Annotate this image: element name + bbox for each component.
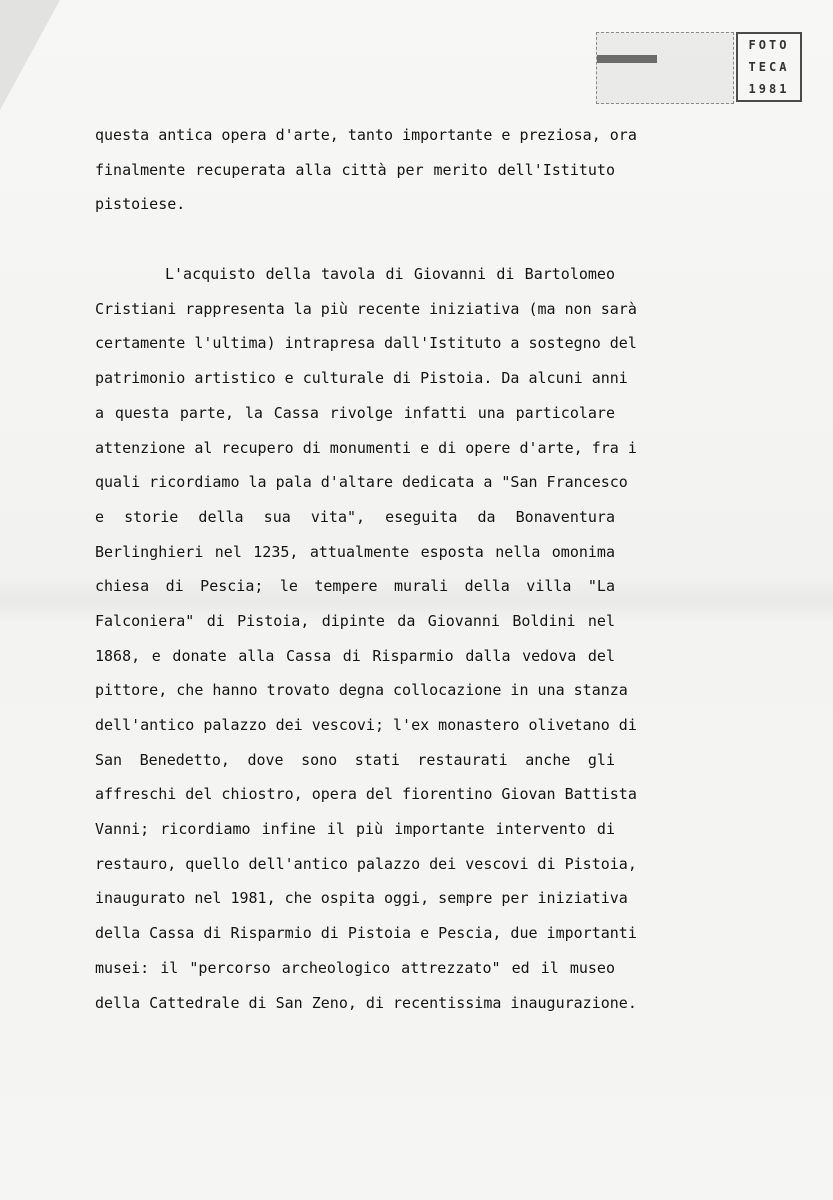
text-line: Vanni; ricordiamo infine il più importante intervento di [95, 820, 615, 839]
text-line: San Benedetto, dove sono stati restaurati anche gli [95, 750, 615, 769]
paragraph-gap [95, 222, 615, 257]
text-line: affreschi del chiostro, opera del fiorentino Giovan Battista [95, 785, 637, 804]
text-line: della Cattedrale di San Zeno, di recentissima inaugurazione. [95, 993, 637, 1012]
document-body [95, 118, 637, 1020]
stamp-box [596, 32, 734, 104]
text-line: pistoiese. [95, 195, 186, 214]
text-line: questa antica opera d'arte, tanto importante e preziosa, ora [95, 126, 637, 144]
folded-corner [0, 0, 60, 110]
text-line: quali ricordiamo la pala d'altare dedicata a "San Francesco [95, 473, 628, 492]
text-line: pittore, che hanno trovato degna collocazione in una stanza [95, 681, 628, 700]
text-line: patrimonio artistico e culturale di Pistoia. Da alcuni anni [95, 369, 628, 388]
text-line: 1868, e donate alla Cassa di Risparmio dalla vedova del [95, 646, 615, 665]
text-line: a questa parte, la Cassa rivolge infatti una particolare [95, 403, 615, 422]
stamp-row: FOTO [748, 38, 790, 52]
text-line: finalmente recuperata alla città per merito dell'Istituto [95, 160, 615, 179]
text-line: inaugurato nel 1981, che ospita oggi, sempre per iniziativa [95, 889, 628, 908]
stamp-mark [597, 55, 657, 63]
text-line: certamente l'ultima) intrapresa dall'Istituto a sostegno del [95, 334, 637, 353]
fototeca-stamp [736, 32, 802, 102]
text-line: dell'antico palazzo dei vescovi; l'ex monastero olivetano di [95, 716, 637, 734]
text-line: musei: il "percorso archeologico attrezzato" ed il museo [95, 958, 615, 977]
text-line: chiesa di Pescia; le tempere murali della villa "La [95, 577, 615, 596]
text-line: restauro, quello dell'antico palazzo dei vescovi di Pistoia, [95, 854, 637, 873]
text-line: L'acquisto della tavola di Giovanni di Bartolomeo [165, 265, 615, 284]
text-line: della Cassa di Risparmio di Pistoia e Pescia, due importanti [95, 924, 637, 943]
text-line: Falconiera" di Pistoia, dipinte da Giovanni Boldini nel [95, 611, 615, 630]
text-line: Cristiani rappresenta la più recente iniziativa (ma non sarà [95, 299, 637, 318]
paragraph [95, 118, 637, 222]
text-line: Berlinghieri nel 1235, attualmente esposta nella omonima [95, 542, 615, 561]
paragraph [95, 257, 637, 1020]
text-line: e storie della sua vita", eseguita da Bonaventura [95, 507, 615, 526]
text-line: attenzione al recupero di monumenti e di opere d'arte, fra i [95, 438, 637, 457]
stamp-row: 1981 [748, 82, 790, 96]
archive-stamp [596, 32, 832, 104]
stamp-row: TECA [748, 60, 790, 74]
